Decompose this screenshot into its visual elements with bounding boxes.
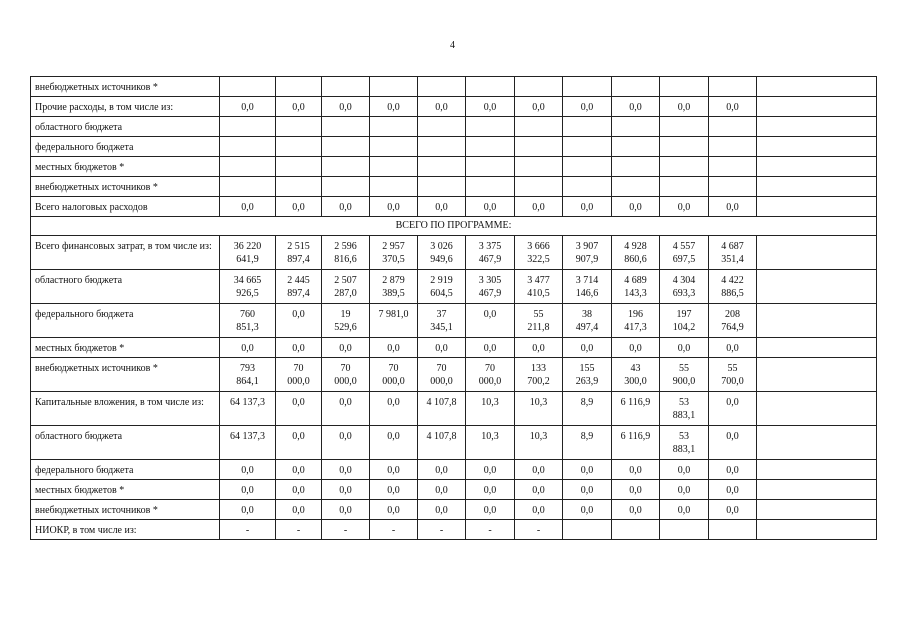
value-cell [220,157,276,177]
value-cell: 4 304 693,3 [660,270,709,304]
value-cell [757,177,877,197]
value-cell [757,117,877,137]
value-cell: 0,0 [322,426,370,460]
value-cell: 0,0 [276,304,322,338]
value-cell: 0,0 [466,97,515,117]
table-row [31,338,877,358]
value-cell: 0,0 [563,500,612,520]
value-cell: 0,0 [660,197,709,217]
value-cell [660,177,709,197]
value-cell: 0,0 [660,500,709,520]
table-row [31,520,877,540]
value-cell: 0,0 [370,338,418,358]
value-cell: 0,0 [418,197,466,217]
value-cell: 0,0 [276,426,322,460]
value-cell [612,77,660,97]
value-cell: 0,0 [322,500,370,520]
row-label: областного бюджета [31,117,220,137]
value-cell: 55 900,0 [660,358,709,392]
value-cell [757,460,877,480]
value-cell: 0,0 [322,480,370,500]
table-row [31,157,877,177]
value-cell: 4 107,8 [418,392,466,426]
row-label: местных бюджетов * [31,480,220,500]
value-cell: 0,0 [418,338,466,358]
value-cell: 64 137,3 [220,392,276,426]
value-cell: 70 000,0 [322,358,370,392]
value-cell: 0,0 [466,500,515,520]
value-cell [322,77,370,97]
value-cell: 0,0 [466,304,515,338]
value-cell: 0,0 [709,460,757,480]
value-cell [660,157,709,177]
table-row [31,236,877,270]
value-cell: 6 116,9 [612,392,660,426]
value-cell [757,137,877,157]
value-cell: 0,0 [515,197,563,217]
value-cell: 2 919 604,5 [418,270,466,304]
table-row [31,117,877,137]
value-cell [515,117,563,137]
value-cell [276,117,322,137]
value-cell [612,177,660,197]
table-row [31,392,877,426]
value-cell: 0,0 [370,480,418,500]
table-row [31,270,877,304]
value-cell [563,117,612,137]
table-row [31,480,877,500]
value-cell: 0,0 [370,426,418,460]
value-cell: 0,0 [322,197,370,217]
value-cell [660,77,709,97]
value-cell [515,157,563,177]
table-row [31,304,877,338]
value-cell: 0,0 [612,500,660,520]
table-row [31,358,877,392]
value-cell: 0,0 [709,480,757,500]
value-cell [757,197,877,217]
value-cell: 0,0 [418,480,466,500]
value-cell: 10,3 [515,392,563,426]
value-cell [466,137,515,157]
row-label: федерального бюджета [31,304,220,338]
value-cell: 0,0 [276,392,322,426]
value-cell: 0,0 [660,460,709,480]
value-cell [276,77,322,97]
value-cell: 3 375 467,9 [466,236,515,270]
value-cell [370,77,418,97]
value-cell [322,177,370,197]
value-cell [563,137,612,157]
value-cell [466,177,515,197]
value-cell [757,480,877,500]
row-label: Прочие расходы, в том числе из: [31,97,220,117]
value-cell [466,117,515,137]
row-label: внебюджетных источников * [31,177,220,197]
value-cell: 0,0 [418,97,466,117]
value-cell [418,137,466,157]
row-label: местных бюджетов * [31,157,220,177]
value-cell [660,137,709,157]
value-cell: 2 957 370,5 [370,236,418,270]
row-label: областного бюджета [31,270,220,304]
value-cell: 0,0 [370,197,418,217]
value-cell: 0,0 [515,338,563,358]
value-cell [709,520,757,540]
value-cell [466,157,515,177]
value-cell: 0,0 [276,480,322,500]
value-cell: 0,0 [276,97,322,117]
value-cell: - [322,520,370,540]
value-cell: 3 666 322,5 [515,236,563,270]
row-label: НИОКР, в том числе из: [31,520,220,540]
value-cell [757,392,877,426]
value-cell: 0,0 [322,392,370,426]
value-cell: 55 211,8 [515,304,563,338]
value-cell [757,77,877,97]
value-cell: 0,0 [220,338,276,358]
value-cell: 0,0 [709,426,757,460]
value-cell: 0,0 [276,197,322,217]
budget-table [30,76,877,540]
value-cell: 0,0 [709,197,757,217]
table-row [31,197,877,217]
value-cell: 0,0 [466,460,515,480]
value-cell: 2 879 389,5 [370,270,418,304]
value-cell: 208 764,9 [709,304,757,338]
row-label: Всего налоговых расходов [31,197,220,217]
value-cell [757,500,877,520]
value-cell: 0,0 [276,460,322,480]
value-cell: 37 345,1 [418,304,466,338]
table-row [31,97,877,117]
value-cell: 4 689 143,3 [612,270,660,304]
value-cell [660,117,709,137]
value-cell: 4 557 697,5 [660,236,709,270]
value-cell: 2 445 897,4 [276,270,322,304]
value-cell: 0,0 [370,460,418,480]
value-cell: - [370,520,418,540]
value-cell [322,137,370,157]
row-label: Капитальные вложения, в том числе из: [31,392,220,426]
value-cell [709,177,757,197]
section-header-group [31,217,877,236]
value-cell: 0,0 [370,97,418,117]
value-cell: 0,0 [563,338,612,358]
value-cell: 0,0 [709,392,757,426]
value-cell: 10,3 [466,426,515,460]
value-cell: 0,0 [370,392,418,426]
value-cell [322,157,370,177]
value-cell: 0,0 [563,460,612,480]
value-cell: 0,0 [709,97,757,117]
value-cell: 2 596 816,6 [322,236,370,270]
section-header-row [31,217,877,236]
value-cell [757,270,877,304]
value-cell: 133 700,2 [515,358,563,392]
value-cell [515,177,563,197]
table-row [31,177,877,197]
value-cell: 0,0 [612,197,660,217]
value-cell: 0,0 [612,97,660,117]
value-cell [370,117,418,137]
value-cell: 0,0 [370,500,418,520]
value-cell: - [418,520,466,540]
table-row [31,77,877,97]
value-cell: 0,0 [660,338,709,358]
value-cell [612,137,660,157]
value-cell: 2 515 897,4 [276,236,322,270]
row-label: внебюджетных источников * [31,77,220,97]
value-cell: 155 263,9 [563,358,612,392]
value-cell [612,117,660,137]
value-cell: 70 000,0 [418,358,466,392]
value-cell [709,137,757,157]
value-cell: 0,0 [220,460,276,480]
value-cell: - [276,520,322,540]
value-cell: 0,0 [322,460,370,480]
value-cell: 0,0 [612,480,660,500]
value-cell [515,77,563,97]
value-cell [660,520,709,540]
row-label: федерального бюджета [31,137,220,157]
value-cell: 6 116,9 [612,426,660,460]
value-cell: 197 104,2 [660,304,709,338]
value-cell [563,520,612,540]
value-cell [757,358,877,392]
value-cell [220,77,276,97]
value-cell [563,157,612,177]
value-cell: 0,0 [515,480,563,500]
value-cell: 7 981,0 [370,304,418,338]
value-cell: 196 417,3 [612,304,660,338]
value-cell: 0,0 [515,500,563,520]
table-row [31,500,877,520]
value-cell: 8,9 [563,426,612,460]
value-cell: 0,0 [660,480,709,500]
value-cell: 8,9 [563,392,612,426]
value-cell: 0,0 [466,338,515,358]
value-cell: 53 883,1 [660,392,709,426]
row-label: внебюджетных источников * [31,358,220,392]
value-cell [276,157,322,177]
value-cell [515,137,563,157]
value-cell [757,426,877,460]
value-cell: 70 000,0 [276,358,322,392]
value-cell [418,77,466,97]
value-cell: 3 305 467,9 [466,270,515,304]
value-cell: 3 714 146,6 [563,270,612,304]
table-row [31,137,877,157]
value-cell [418,157,466,177]
table-row [31,426,877,460]
value-cell: 0,0 [418,460,466,480]
row-label: местных бюджетов * [31,338,220,358]
value-cell [757,97,877,117]
value-cell [757,520,877,540]
value-cell [220,117,276,137]
value-cell: 0,0 [418,500,466,520]
value-cell: 36 220 641,9 [220,236,276,270]
row-label: Всего финансовых затрат, в том числе из: [31,236,220,270]
value-cell [466,77,515,97]
value-cell: 70 000,0 [370,358,418,392]
value-cell: 0,0 [322,97,370,117]
value-cell: 0,0 [709,338,757,358]
row-label: федерального бюджета [31,460,220,480]
value-cell: 4 422 886,5 [709,270,757,304]
table-body-after [31,236,877,540]
value-cell: 0,0 [220,500,276,520]
value-cell: 0,0 [466,480,515,500]
value-cell: 34 665 926,5 [220,270,276,304]
value-cell [370,177,418,197]
value-cell [276,177,322,197]
value-cell: 4 687 351,4 [709,236,757,270]
value-cell [612,520,660,540]
value-cell: 2 507 287,0 [322,270,370,304]
value-cell: 0,0 [322,338,370,358]
value-cell: 38 497,4 [563,304,612,338]
value-cell [418,177,466,197]
value-cell: 4 107,8 [418,426,466,460]
value-cell: 3 907 907,9 [563,236,612,270]
value-cell: 53 883,1 [660,426,709,460]
value-cell: 3 026 949,6 [418,236,466,270]
value-cell: 0,0 [612,460,660,480]
value-cell [709,157,757,177]
value-cell: - [515,520,563,540]
value-cell: 0,0 [276,500,322,520]
value-cell [709,117,757,137]
value-cell: 3 477 410,5 [515,270,563,304]
value-cell: 0,0 [709,500,757,520]
value-cell [757,157,877,177]
value-cell [276,137,322,157]
value-cell [322,117,370,137]
value-cell: 19 529,6 [322,304,370,338]
value-cell: 0,0 [563,480,612,500]
value-cell: 0,0 [515,460,563,480]
value-cell: 43 300,0 [612,358,660,392]
value-cell: 0,0 [220,97,276,117]
value-cell: 0,0 [660,97,709,117]
value-cell: 10,3 [466,392,515,426]
value-cell: 0,0 [466,197,515,217]
value-cell: 0,0 [612,338,660,358]
value-cell [709,77,757,97]
value-cell: 0,0 [220,480,276,500]
value-cell [757,304,877,338]
value-cell [220,137,276,157]
value-cell [563,77,612,97]
value-cell: - [220,520,276,540]
value-cell: 0,0 [515,97,563,117]
value-cell [220,177,276,197]
value-cell: 64 137,3 [220,426,276,460]
value-cell: - [466,520,515,540]
value-cell: 55 700,0 [709,358,757,392]
page-number: 4 [450,40,455,51]
value-cell [612,157,660,177]
value-cell: 0,0 [563,197,612,217]
value-cell: 4 928 860,6 [612,236,660,270]
value-cell [757,338,877,358]
value-cell: 0,0 [276,338,322,358]
table-body-before [31,77,877,217]
value-cell [370,157,418,177]
value-cell [370,137,418,157]
row-label: областного бюджета [31,426,220,460]
value-cell: 0,0 [220,197,276,217]
value-cell: 70 000,0 [466,358,515,392]
value-cell: 10,3 [515,426,563,460]
value-cell [563,177,612,197]
value-cell [757,236,877,270]
value-cell: 760 851,3 [220,304,276,338]
value-cell: 0,0 [563,97,612,117]
value-cell [418,117,466,137]
table-row [31,460,877,480]
value-cell: 793 864,1 [220,358,276,392]
section-title: ВСЕГО ПО ПРОГРАММЕ: [31,217,877,236]
row-label: внебюджетных источников * [31,500,220,520]
